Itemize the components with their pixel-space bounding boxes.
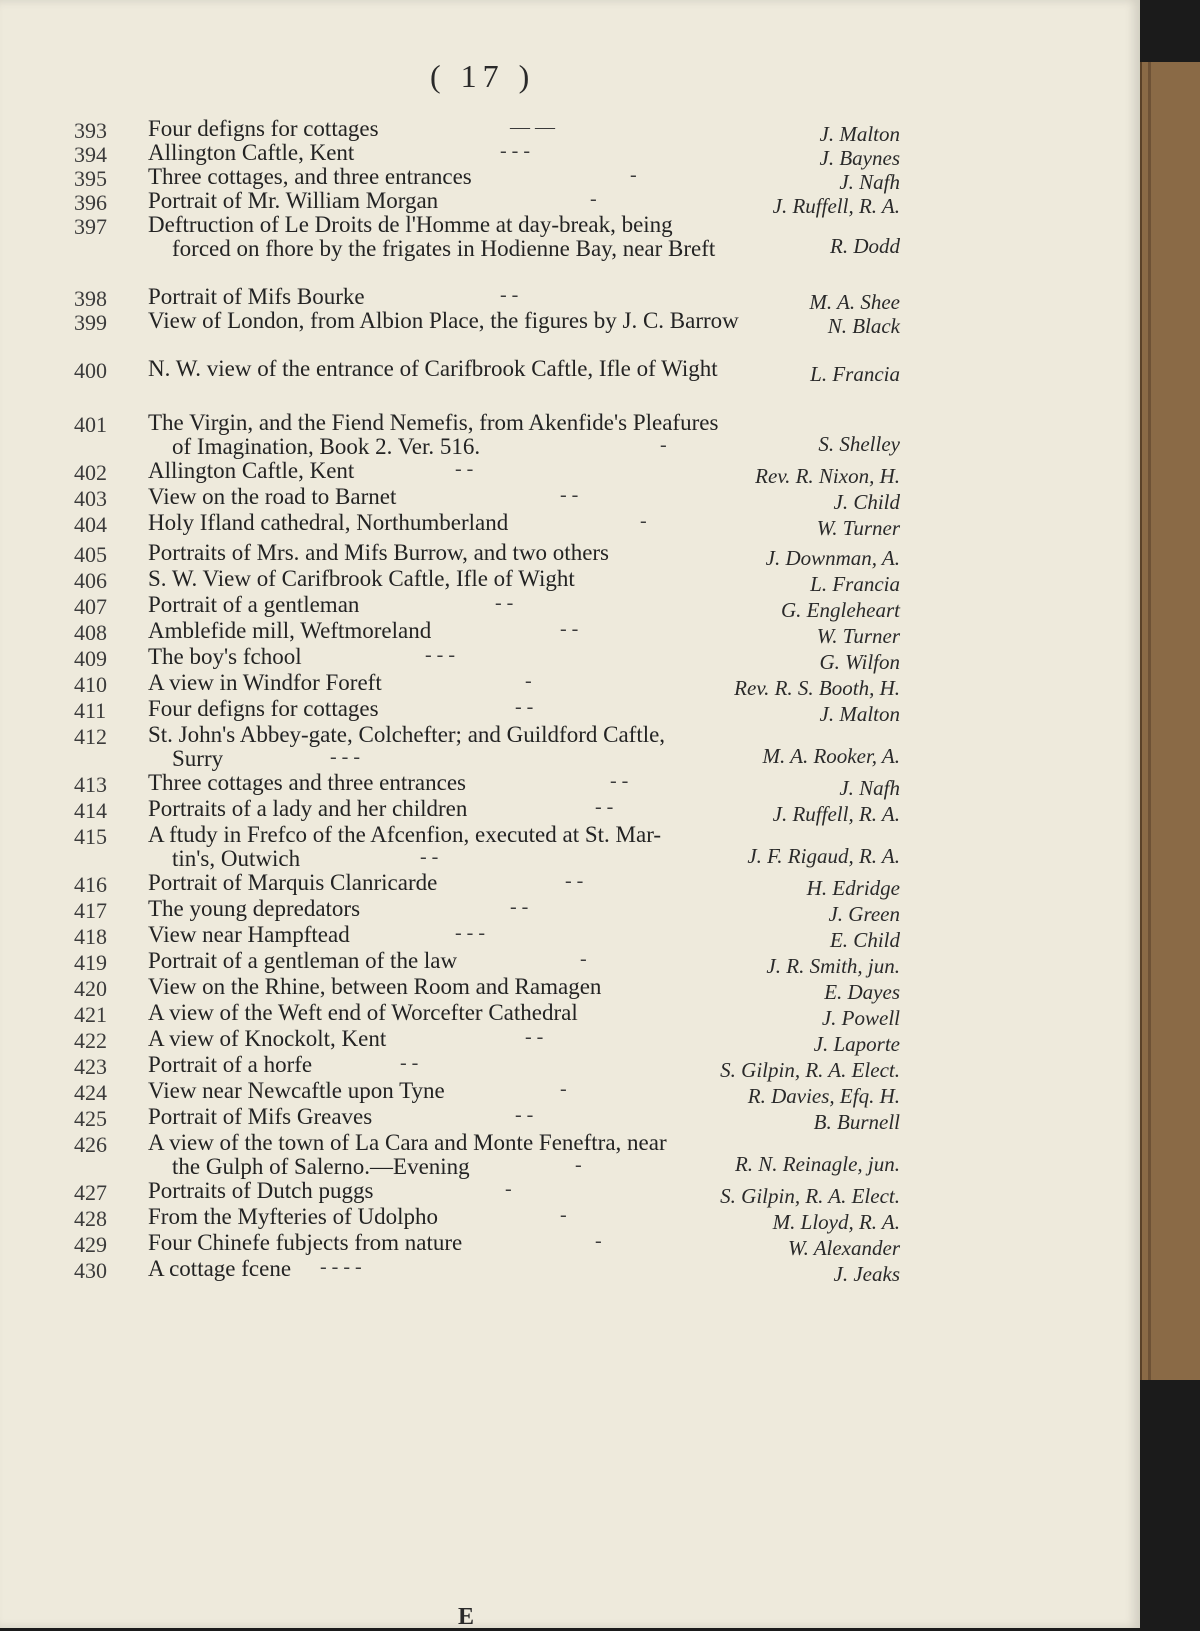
leader-dashes: - - - - bbox=[320, 1256, 362, 1278]
catalogue-entry bbox=[0, 410, 1140, 464]
entry-artist: M. Lloyd, R. A. bbox=[772, 1210, 900, 1234]
entry-title: Three cottages and three entrances bbox=[148, 770, 466, 795]
entry-number: 394 bbox=[74, 142, 107, 167]
entry-title: Portrait of Mifs Greaves bbox=[148, 1104, 373, 1129]
entry-artist: H. Edridge bbox=[806, 876, 900, 900]
entry-number: 414 bbox=[74, 798, 107, 823]
entry-artist: W. Turner bbox=[816, 516, 900, 540]
entry-title: Four defigns for cottages bbox=[148, 696, 379, 721]
entry-number: 397 bbox=[74, 214, 107, 239]
entry-number: 424 bbox=[74, 1080, 107, 1105]
entry-title: Portrait of a gentleman bbox=[148, 592, 360, 617]
entry-title: Portrait of Mr. William Morgan bbox=[148, 188, 439, 213]
entry-title: A cottage fcene bbox=[148, 1256, 292, 1281]
leader-dashes: - - - bbox=[455, 922, 485, 944]
catalogue-entry bbox=[0, 212, 1140, 266]
catalogue-entry bbox=[0, 1130, 1140, 1184]
entry-artist: L. Francia bbox=[810, 362, 900, 386]
leader-dashes: - - - bbox=[425, 644, 455, 666]
entry-artist: R. Davies, Efq. H. bbox=[747, 1084, 900, 1108]
entry-number: 420 bbox=[74, 976, 107, 1001]
entry-number: 395 bbox=[74, 166, 107, 191]
entry-artist: J. Ruffell, R. A. bbox=[772, 802, 900, 826]
entry-title: Allington Caftle, Kent bbox=[148, 140, 355, 165]
signature-mark: E bbox=[458, 1604, 475, 1630]
entry-number: 405 bbox=[74, 542, 107, 567]
entry-number: 417 bbox=[74, 898, 107, 923]
entry-number: 430 bbox=[74, 1258, 107, 1283]
entry-title: The boy's fchool bbox=[148, 644, 302, 669]
entry-artist: M. A. Rooker, A. bbox=[762, 744, 900, 768]
entry-number: 427 bbox=[74, 1180, 107, 1205]
entry-artist: G. Engleheart bbox=[781, 598, 900, 622]
entry-artist: J. Jeaks bbox=[833, 1262, 900, 1286]
entry-artist: S. Shelley bbox=[818, 432, 900, 456]
leader-dashes: - - bbox=[455, 458, 474, 480]
entry-title-continuation: of Imagination, Book 2. Ver. 516. bbox=[172, 434, 481, 459]
entry-title-continuation: the Gulph of Salerno.—Evening bbox=[172, 1154, 470, 1179]
leader-dashes: - - bbox=[495, 592, 514, 614]
entry-number: 406 bbox=[74, 568, 107, 593]
entry-title: Four Chinefe fubjects from nature bbox=[148, 1230, 463, 1255]
entry-artist: L. Francia bbox=[810, 572, 900, 596]
entry-artist: J. Downman, A. bbox=[765, 546, 900, 570]
leader-dashes: - - bbox=[515, 1104, 534, 1126]
entry-title: View near Newcaftle upon Tyne bbox=[148, 1078, 445, 1103]
entry-title: View on the Rhine, between Room and Ramagen bbox=[148, 974, 602, 999]
entry-number: 418 bbox=[74, 924, 107, 949]
entry-title: A view of the Weft end of Worcefter Cathedral bbox=[148, 1000, 578, 1025]
entry-title: Amblefide mill, Weftmoreland bbox=[148, 618, 432, 643]
leader-dashes: - - - bbox=[500, 140, 530, 162]
entry-artist: G. Wilfon bbox=[819, 650, 900, 674]
entry-number: 428 bbox=[74, 1206, 107, 1231]
entry-number: 411 bbox=[74, 698, 107, 723]
leader-dashes: - bbox=[640, 510, 647, 532]
catalogue-entry bbox=[0, 1256, 1140, 1310]
entry-artist: J. Baynes bbox=[819, 146, 900, 170]
entry-artist: J. Ruffell, R. A. bbox=[772, 194, 900, 218]
entry-title: St. John's Abbey-gate, Colchefter; and Guildford Caftle, bbox=[148, 722, 666, 747]
leader-dashes: - - bbox=[610, 770, 629, 792]
catalogue-entry bbox=[0, 722, 1140, 776]
leader-dashes: - bbox=[575, 1154, 582, 1176]
entry-number: 419 bbox=[74, 950, 107, 975]
entry-title-continuation: forced on fhore by the frigates in Hodienne Bay, near Breft bbox=[172, 236, 716, 261]
leader-dashes: - bbox=[505, 1178, 512, 1200]
entry-number: 416 bbox=[74, 872, 107, 897]
entry-title: Portraits of a lady and her children bbox=[148, 796, 468, 821]
entry-title: Portrait of Marquis Clanricarde bbox=[148, 870, 438, 895]
entry-title: A ftudy in Frefco of the Afcenfion, executed at St. Mar- bbox=[148, 822, 662, 847]
entry-title: The young depredators bbox=[148, 896, 361, 921]
entry-title: From the Myfteries of Udolpho bbox=[148, 1204, 439, 1229]
catalogue-entry bbox=[0, 308, 1140, 362]
entry-title: Portrait of Mifs Bourke bbox=[148, 284, 365, 309]
entry-title: Portraits of Dutch puggs bbox=[148, 1178, 374, 1203]
entry-artist: E. Dayes bbox=[824, 980, 900, 1004]
entry-artist: W. Turner bbox=[816, 624, 900, 648]
entry-number: 412 bbox=[74, 724, 107, 749]
entry-title: A view of the town of La Cara and Monte Feneftra, near bbox=[148, 1130, 667, 1155]
entry-number: 415 bbox=[74, 824, 107, 849]
page-number: ( 17 ) bbox=[430, 58, 536, 94]
entry-artist: J. Powell bbox=[821, 1006, 900, 1030]
entry-title: Portraits of Mrs. and Mifs Burrow, and two others bbox=[148, 540, 610, 565]
entry-title: The Virgin, and the Fiend Nemefis, from Akenfide's Pleafures bbox=[148, 410, 719, 435]
leader-dashes: - bbox=[525, 670, 532, 692]
leader-dashes: - - bbox=[515, 696, 534, 718]
entry-number: 407 bbox=[74, 594, 107, 619]
entry-title: Three cottages, and three entrances bbox=[148, 164, 472, 189]
entry-artist: B. Burnell bbox=[813, 1110, 900, 1134]
entry-title: Portrait of a gentleman of the law bbox=[148, 948, 458, 973]
entry-number: 396 bbox=[74, 190, 107, 215]
leader-dashes: - - bbox=[400, 1052, 419, 1074]
entry-artist: S. Gilpin, R. A. Elect. bbox=[720, 1184, 900, 1208]
entry-number: 402 bbox=[74, 460, 107, 485]
entry-number: 393 bbox=[74, 118, 107, 143]
entry-artist: J. Laporte bbox=[813, 1032, 900, 1056]
entry-number: 409 bbox=[74, 646, 107, 671]
entry-number: 421 bbox=[74, 1002, 107, 1027]
entry-artist: S. Gilpin, R. A. Elect. bbox=[720, 1058, 900, 1082]
entry-artist: M. A. Shee bbox=[809, 290, 900, 314]
entry-number: 425 bbox=[74, 1106, 107, 1131]
entry-number: 399 bbox=[74, 310, 107, 335]
entry-title: Holy Ifland cathedral, Northumberland bbox=[148, 510, 509, 535]
entry-title: N. W. view of the entrance of Carifbrook Caftle, Ifle of Wight bbox=[148, 356, 718, 381]
entry-artist: Rev. R. Nixon, H. bbox=[755, 464, 900, 488]
leader-dashes: - bbox=[560, 1078, 567, 1100]
entry-artist: J. Green bbox=[828, 902, 900, 926]
entry-title: A view in Windfor Foreft bbox=[148, 670, 382, 695]
entry-number: 429 bbox=[74, 1232, 107, 1257]
entry-number: 401 bbox=[74, 412, 107, 437]
leader-dashes: - bbox=[580, 948, 587, 970]
leader-dashes: - bbox=[660, 434, 667, 456]
entry-number: 410 bbox=[74, 672, 107, 697]
entry-artist: J. Nafh bbox=[839, 170, 900, 194]
leader-dashes: - - - bbox=[330, 746, 360, 768]
entry-artist: J. Malton bbox=[819, 122, 900, 146]
entry-number: 403 bbox=[74, 486, 107, 511]
entry-number: 404 bbox=[74, 512, 107, 537]
leader-dashes: - - bbox=[525, 1026, 544, 1048]
entry-title-continuation: Surry bbox=[172, 746, 224, 771]
entry-number: 426 bbox=[74, 1132, 107, 1157]
entry-artist: J. R. Smith, jun. bbox=[766, 954, 900, 978]
entry-number: 398 bbox=[74, 286, 107, 311]
leader-dashes: - - bbox=[560, 484, 579, 506]
leader-dashes: - - bbox=[420, 846, 439, 868]
entry-title: View on the road to Barnet bbox=[148, 484, 397, 509]
entry-artist: N. Black bbox=[827, 314, 900, 338]
entry-title: S. W. View of Carifbrook Caftle, Ifle of Wight bbox=[148, 566, 575, 591]
entry-title: Allington Caftle, Kent bbox=[148, 458, 355, 483]
entry-title: View of London, from Albion Place, the figures by J. C. Barrow bbox=[148, 308, 739, 333]
catalogue-entry bbox=[0, 822, 1140, 876]
entry-artist: E. Child bbox=[829, 928, 900, 952]
entry-number: 408 bbox=[74, 620, 107, 645]
entry-artist: R. N. Reinagle, jun. bbox=[734, 1152, 900, 1176]
entry-artist: J. Malton bbox=[819, 702, 900, 726]
entry-title: View near Hampftead bbox=[148, 922, 350, 947]
entry-artist: R. Dodd bbox=[830, 234, 900, 258]
book-cover-edge bbox=[1140, 62, 1200, 1380]
leader-dashes: - bbox=[560, 1204, 567, 1226]
entry-artist: W. Alexander bbox=[788, 1236, 900, 1260]
entry-title: Deftruction of Le Droits de l'Homme at day-break, being bbox=[148, 212, 673, 237]
leader-dashes: - - bbox=[500, 284, 519, 306]
leader-dashes: - - bbox=[560, 618, 579, 640]
entry-number: 422 bbox=[74, 1028, 107, 1053]
leader-dashes: - - bbox=[510, 896, 529, 918]
entry-number: 413 bbox=[74, 772, 107, 797]
entry-title: Portrait of a horfe bbox=[148, 1052, 313, 1077]
entry-artist: Rev. R. S. Booth, H. bbox=[734, 676, 900, 700]
leader-dashes: — — bbox=[510, 116, 555, 138]
entry-title: A view of Knockolt, Kent bbox=[148, 1026, 387, 1051]
entry-artist: J. Nafh bbox=[839, 776, 900, 800]
entry-number: 400 bbox=[74, 358, 107, 383]
leader-dashes: - - bbox=[595, 796, 614, 818]
catalogue-entry bbox=[0, 356, 1140, 410]
entry-artist: J. F. Rigaud, R. A. bbox=[747, 844, 900, 868]
leader-dashes: - - bbox=[565, 870, 584, 892]
leader-dashes: - bbox=[590, 188, 597, 210]
entry-number: 423 bbox=[74, 1054, 107, 1079]
entry-title-continuation: tin's, Outwich bbox=[172, 846, 301, 871]
leader-dashes: - bbox=[630, 164, 637, 186]
entry-artist: J. Child bbox=[833, 490, 900, 514]
leader-dashes: - bbox=[595, 1230, 602, 1252]
entry-title: Four defigns for cottages bbox=[148, 116, 379, 141]
